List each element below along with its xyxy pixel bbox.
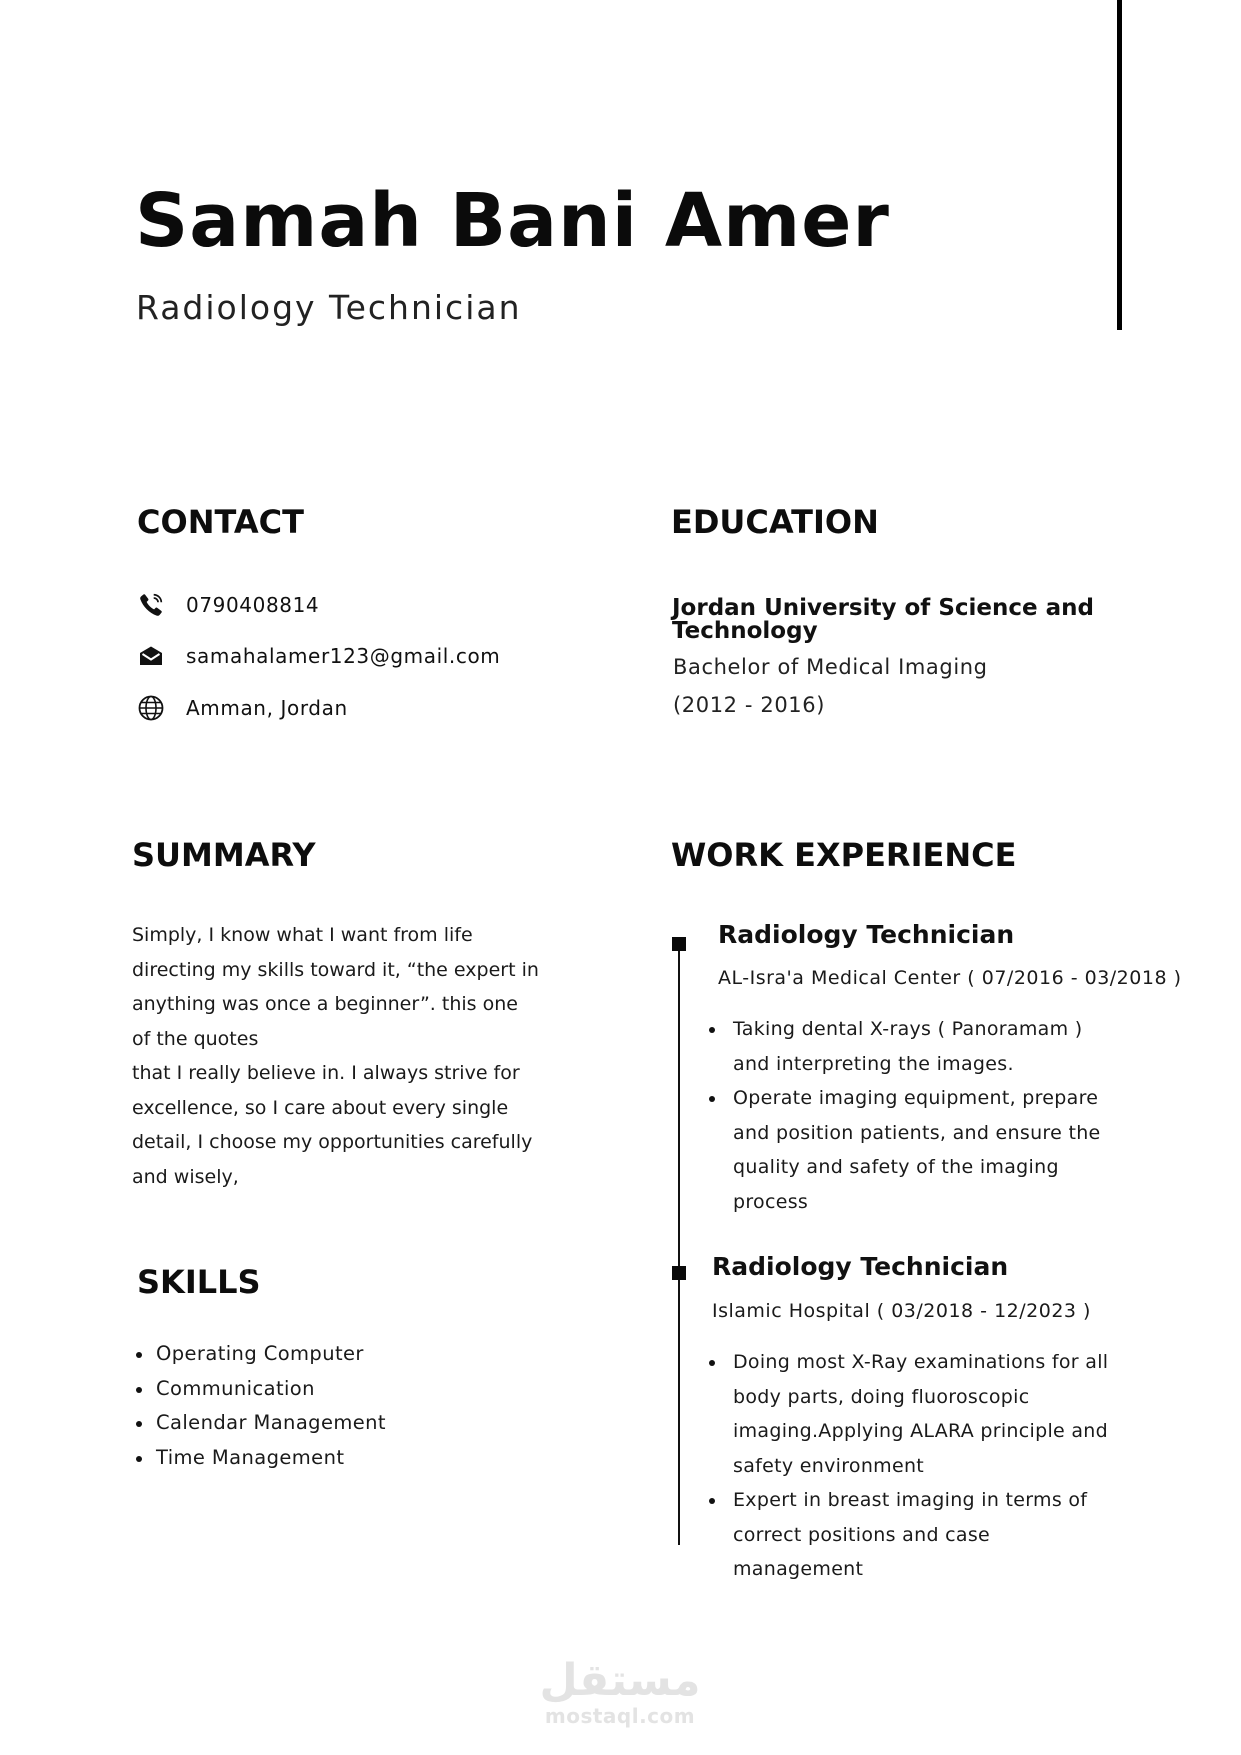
skill-item: Time Management: [136, 1441, 386, 1476]
job-employer: AL-Isra'a Medical Center ( 07/2016 - 03/2018 ): [718, 967, 1182, 989]
education-heading: EDUCATION: [671, 503, 879, 541]
work-experience-heading: WORK EXPERIENCE: [671, 836, 1017, 874]
watermark-logo: مستقل: [539, 1655, 701, 1706]
job-duties: [709, 1012, 1109, 1219]
contact-phone: [136, 585, 319, 625]
education-degree: Bachelor of Medical Imaging: [673, 655, 988, 679]
phone-icon: [136, 590, 166, 620]
header-accent-bar: [1117, 0, 1122, 330]
phone-number: 0790408814: [186, 593, 320, 617]
skills-list: [136, 1337, 386, 1475]
job-duty: Expert in breast imaging in terms of correct positions and case management: [709, 1483, 1109, 1587]
candidate-title: Radiology Technician: [136, 288, 522, 327]
envelope-icon: [136, 641, 166, 671]
skill-item: Communication: [136, 1372, 386, 1407]
education-school: Jordan University of Science and Technology: [672, 595, 1094, 644]
job-duty: Operate imaging equipment, prepare and position patients, and ensure the quality and safety of the imaging process: [709, 1081, 1109, 1219]
contact-email: [136, 636, 500, 676]
timeline-line: [678, 940, 680, 1545]
skill-item: Operating Computer: [136, 1337, 386, 1372]
skill-item: Calendar Management: [136, 1406, 386, 1441]
summary-heading: SUMMARY: [132, 836, 316, 874]
timeline-marker: [672, 1266, 686, 1280]
globe-icon: [136, 693, 166, 723]
watermark-url: mostaql.com: [544, 1704, 696, 1728]
job-title: Radiology Technician: [712, 1252, 1009, 1281]
timeline-marker: [672, 937, 686, 951]
summary-text: Simply, I know what I want from life directing my skills toward it, “the expert in anything was once a beginner”. this one of the quotes that I really believe in. I always strive for excellence, so I care about every single detail, I choose my opportunities carefully and wisely,: [132, 924, 539, 1188]
education-years: (2012 - 2016): [673, 693, 826, 717]
email-address: samahalamer123@gmail.com: [186, 644, 501, 668]
job-title: Radiology Technician: [718, 920, 1015, 949]
contact-location: [136, 688, 348, 728]
job-duty: Taking dental X-rays ( Panoramam ) and interpreting the images.: [709, 1012, 1109, 1081]
job-employer: Islamic Hospital ( 03/2018 - 12/2023 ): [712, 1300, 1091, 1322]
location: Amman, Jordan: [186, 696, 348, 720]
skills-heading: SKILLS: [137, 1263, 261, 1301]
job-duty: Doing most X-Ray examinations for all body parts, doing fluoroscopic imaging.Applying ALARA principle and safety environment: [709, 1345, 1109, 1483]
job-duties: [709, 1345, 1109, 1587]
candidate-name: Samah Bani Amer: [135, 178, 890, 264]
contact-heading: CONTACT: [137, 503, 304, 541]
